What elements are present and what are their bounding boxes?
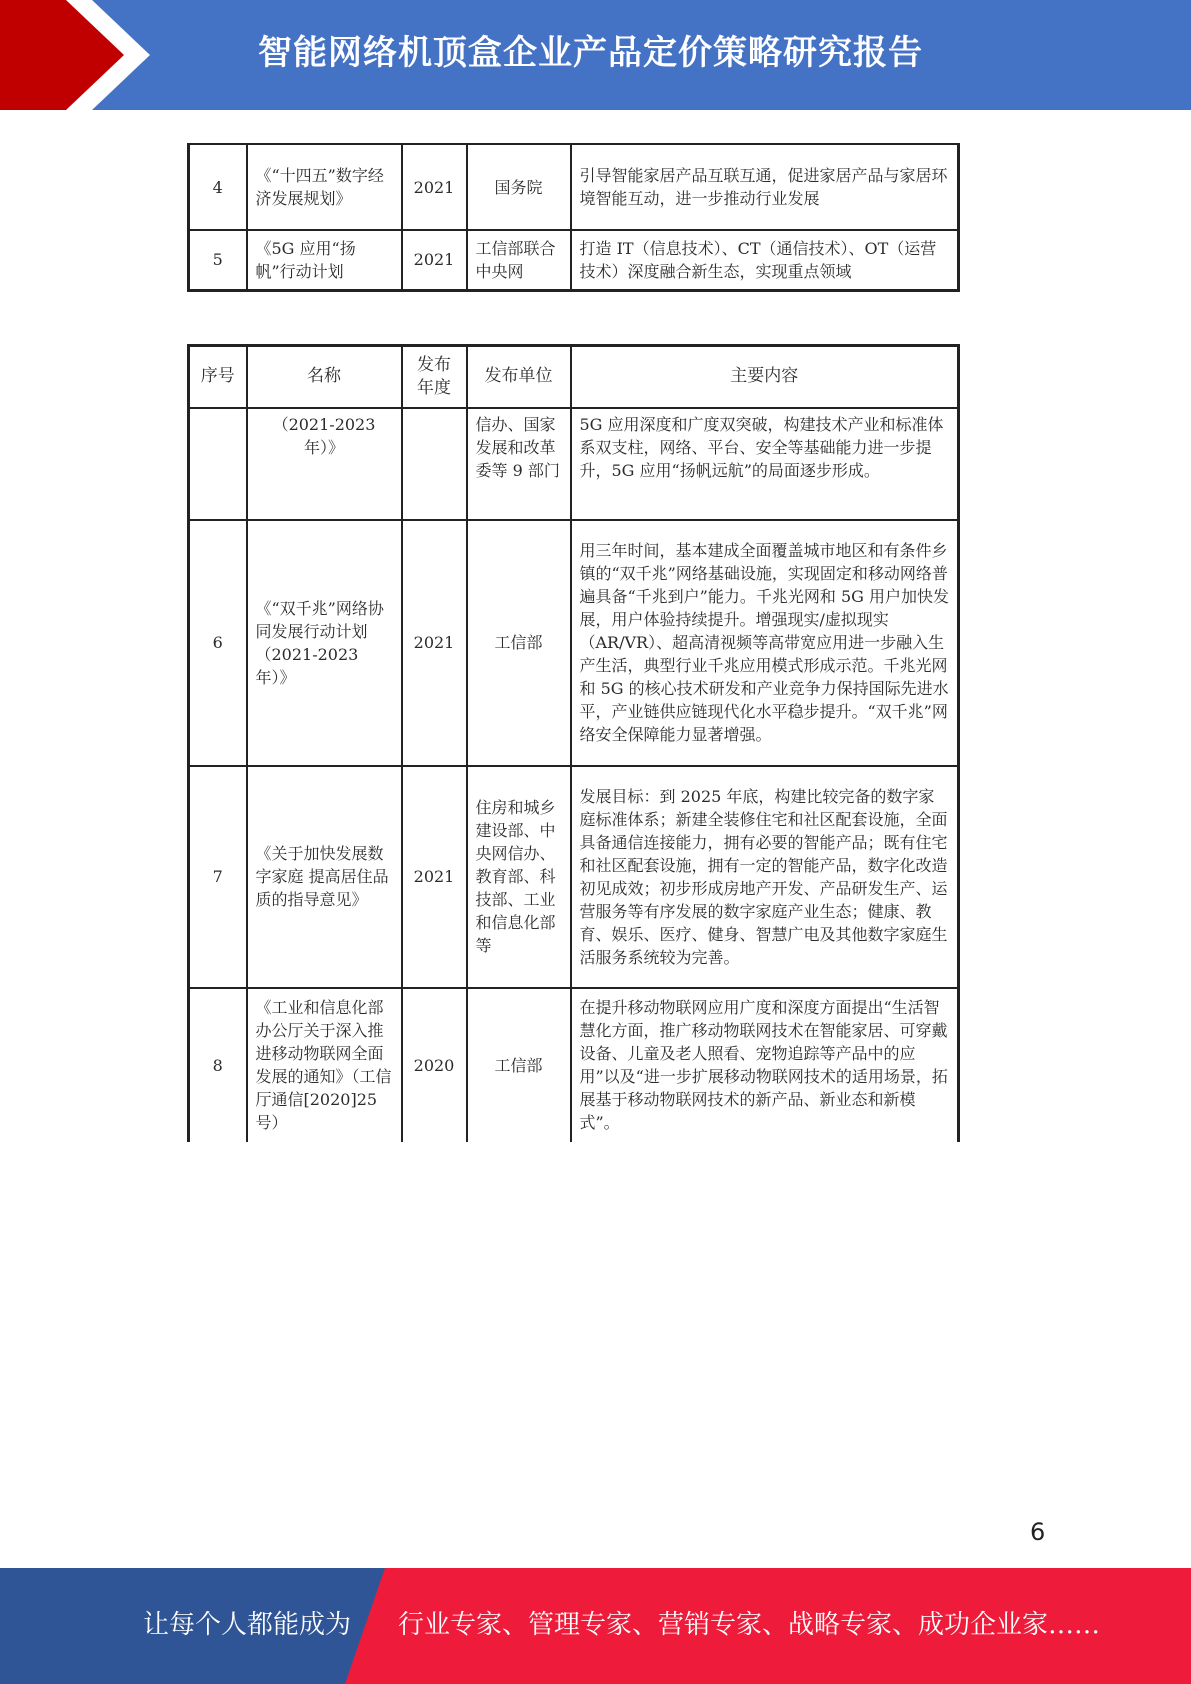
- header-year: 发布年度: [402, 346, 467, 408]
- page-footer: [0, 1568, 1191, 1684]
- policy-name: 《“双千兆”网络协同发展行动计划（2021-2023 年）》: [247, 520, 402, 766]
- policy-publisher: 工信部: [467, 520, 571, 766]
- policy-content: 发展目标：到 2025 年底，构建比较完备的数字家庭标准体系；新建全装修住宅和社区配套设施，全面具备通信连接能力，拥有必要的智能产品；既有住宅和社区配套设施，拥有一定的智能产品，数字化改造初见成效；初步形成房地产开发、产品研发生产、运营服务等有序发展的数字家庭产业生态；健康、教育、娱乐、医疗、健身、智慧广电及其他数字家庭生活服务系统较为完善。: [571, 766, 959, 988]
- policy-publisher: 信办、国家发展和改革委等 9 部门: [467, 408, 571, 520]
- table-row: [189, 766, 959, 988]
- footer-slogan-right: 行业专家、管理专家、营销专家、战略专家、成功企业家……: [398, 1610, 1101, 1640]
- header-content: 主要内容: [571, 346, 959, 408]
- row-number: 7: [189, 766, 247, 988]
- table-row: [189, 144, 959, 230]
- report-title: 智能网络机顶盒企业产品定价策略研究报告: [258, 33, 923, 73]
- page-number: 6: [1030, 1518, 1046, 1546]
- policy-year: 2021: [402, 230, 467, 290]
- row-number: 5: [189, 230, 247, 290]
- footer-slogan-left: 让每个人都能成为: [143, 1610, 352, 1640]
- policy-year: 2021: [402, 144, 467, 230]
- policy-publisher: 工信部: [467, 988, 571, 1142]
- policy-name: 《5G 应用“扬帆”行动计划: [247, 230, 402, 290]
- policy-name: （2021-2023 年）》: [247, 408, 402, 520]
- policy-year: [402, 408, 467, 520]
- policy-year: 2021: [402, 766, 467, 988]
- header-name: 名称: [247, 346, 402, 408]
- policy-name: 《工业和信息化部办公厅关于深入推进移动物联网全面发展的通知》（工信厅通信[2020]25 号）: [247, 988, 402, 1142]
- policy-publisher: 国务院: [467, 144, 571, 230]
- header-no: 序号: [189, 346, 247, 408]
- policy-year: 2021: [402, 520, 467, 766]
- policy-content: 打造 IT（信息技术）、CT（通信技术）、OT（运营技术）深度融合新生态，实现重点领域: [571, 230, 959, 290]
- table-row: [189, 520, 959, 766]
- row-number: 6: [189, 520, 247, 766]
- table-header-row: [189, 346, 959, 408]
- policy-table-continued: [187, 143, 960, 292]
- policy-content: 在提升移动物联网应用广度和深度方面提出“生活智慧化方面，推广移动物联网技术在智能家居、可穿戴设备、儿童及老人照看、宠物追踪等产品中的应用”以及“进一步扩展移动物联网技术的适用场景，拓展基于移动物联网技术的新产品、新业态和新模式”。: [571, 988, 959, 1142]
- policy-publisher: 工信部联合中央网: [467, 230, 571, 290]
- policy-name: 《“十四五”数字经济发展规划》: [247, 144, 402, 230]
- policy-year: 2020: [402, 988, 467, 1142]
- table-row: [189, 408, 959, 520]
- header-publisher: 发布单位: [467, 346, 571, 408]
- page-header: [0, 0, 1191, 110]
- row-number: [189, 408, 247, 520]
- policy-content: 引导智能家居产品互联互通，促进家居产品与家居环境智能互动，进一步推动行业发展: [571, 144, 959, 230]
- policy-name: 《关于加快发展数字家庭 提高居住品质的指导意见》: [247, 766, 402, 988]
- table-row: [189, 230, 959, 290]
- table-row: [189, 988, 959, 1142]
- row-number: 4: [189, 144, 247, 230]
- policy-content: 5G 应用深度和广度双突破，构建技术产业和标准体系双支柱，网络、平台、安全等基础能力进一步提升，5G 应用“扬帆远航”的局面逐步形成。: [571, 408, 959, 520]
- row-number: 8: [189, 988, 247, 1142]
- policy-publisher: 住房和城乡建设部、中央网信办、教育部、科技部、工业和信息化部等: [467, 766, 571, 988]
- policy-table: [187, 344, 960, 1142]
- policy-content: 用三年时间，基本建成全面覆盖城市地区和有条件乡镇的“双千兆”网络基础设施，实现固定和移动网络普遍具备“千兆到户”能力。千兆光网和 5G 用户加快发展，用户体验持续提升。增强现实/虚拟现实（AR/VR）、超高清视频等高带宽应用进一步融入生产生活，典型行业千兆应用模式形成示范。千兆光网和 5G 的核心技术研发和产业竞争力保持国际先进水平，产业链供应链现代化水平稳步提升。“双千兆”网络安全保障能力显著增强。: [571, 520, 959, 766]
